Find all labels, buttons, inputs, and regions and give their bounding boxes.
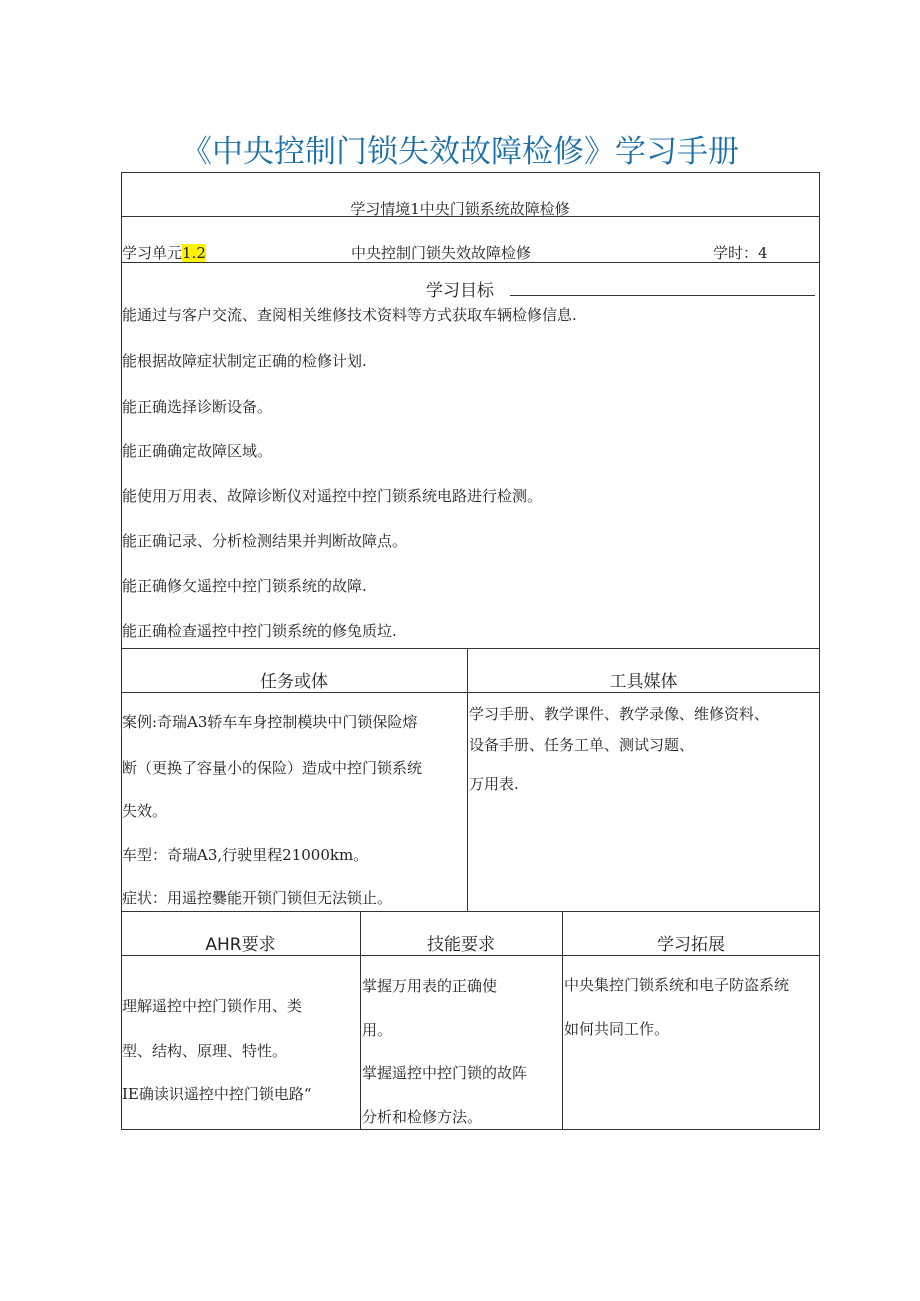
ahr-line: 型、结构、原理、特性。 [122,1042,288,1060]
task-line: 失效。 [122,802,168,820]
row-divider [121,648,820,649]
unit-name: 中央控制门锁失效故障检修 [351,244,532,262]
task-line: 案例:奇瑞A3轿车车身控制模块中门锁保险熔 [122,713,418,731]
skills-line: 分析和检修方法。 [362,1108,483,1126]
task-line: 症状：用遥控爨能开锁门锁但无法锁止。 [122,889,393,907]
task-heading: 任务或体 [260,672,328,692]
unit-hours: 学时：4 [713,244,768,262]
row-divider [121,692,820,693]
skills-line: 掌握万用表的正确使 [362,977,498,995]
extension-line: 中央集控门锁系统和电子防盗系统 [564,976,790,994]
objective-item: 能正确检查遥控中控门锁系统的修兔质垃. [122,622,397,640]
objective-item: 能正确选择诊断设备。 [122,398,273,416]
objective-item: 能通过与客户交流、查阅相关维修技术资料等方式获取车辆检修信息. [122,306,577,324]
learning-unit [122,242,206,263]
tools-line: 万用表. [469,775,519,793]
objective-item: 能使用万用表、故障诊断仪对遥控中控门锁系统电路进行检测。 [122,487,543,505]
unit-label: 学习单元 [122,244,183,262]
objective-item: 能根据故障症状制定正确的检修计划. [122,352,367,370]
tools-heading: 工具媒体 [609,672,678,692]
objective-item: 能正确修攵遥控中控门锁系统的故障. [122,577,367,595]
tools-line: 设备手册、任务工单、测试习题、 [469,736,695,754]
skills-line: 掌握遥控中控门锁的故阵 [362,1064,528,1082]
objective-item: 能正确确定故障区域。 [122,442,273,460]
objective-item: 能正确记录、分析检测结果并判断故障点。 [122,532,408,550]
task-line: 断（更换了容量小的保险）造成中控门锁系统 [122,759,423,777]
learning-situation: 学习情境1中央门锁系统故障检修 [350,200,570,218]
ahr-heading: AHR要求 [205,935,276,955]
task-line: 车型：奇瑞A3,行驶里程21000km。 [122,846,369,864]
skills-line: 用。 [362,1021,393,1039]
row-divider [121,911,820,912]
ahr-line: 理解遥控中控门锁作用、类 [122,997,303,1015]
document-title: 《中央控制门锁失效故障检修》学习手册 [181,134,739,170]
extension-heading: 学习拓展 [657,935,725,955]
row-divider [121,955,820,956]
skills-heading: 技能要求 [427,935,495,955]
extension-line: 如何共同工作。 [564,1020,670,1038]
heading-underline [510,295,815,296]
tools-line: 学习手册、教学课件、教学录像、维修资料、 [469,705,770,723]
objectives-heading: 学习目标 [426,281,494,301]
ahr-line: IE确读识遥控中控门锁电路“ [122,1085,312,1103]
unit-number: 1.2 [182,244,206,262]
